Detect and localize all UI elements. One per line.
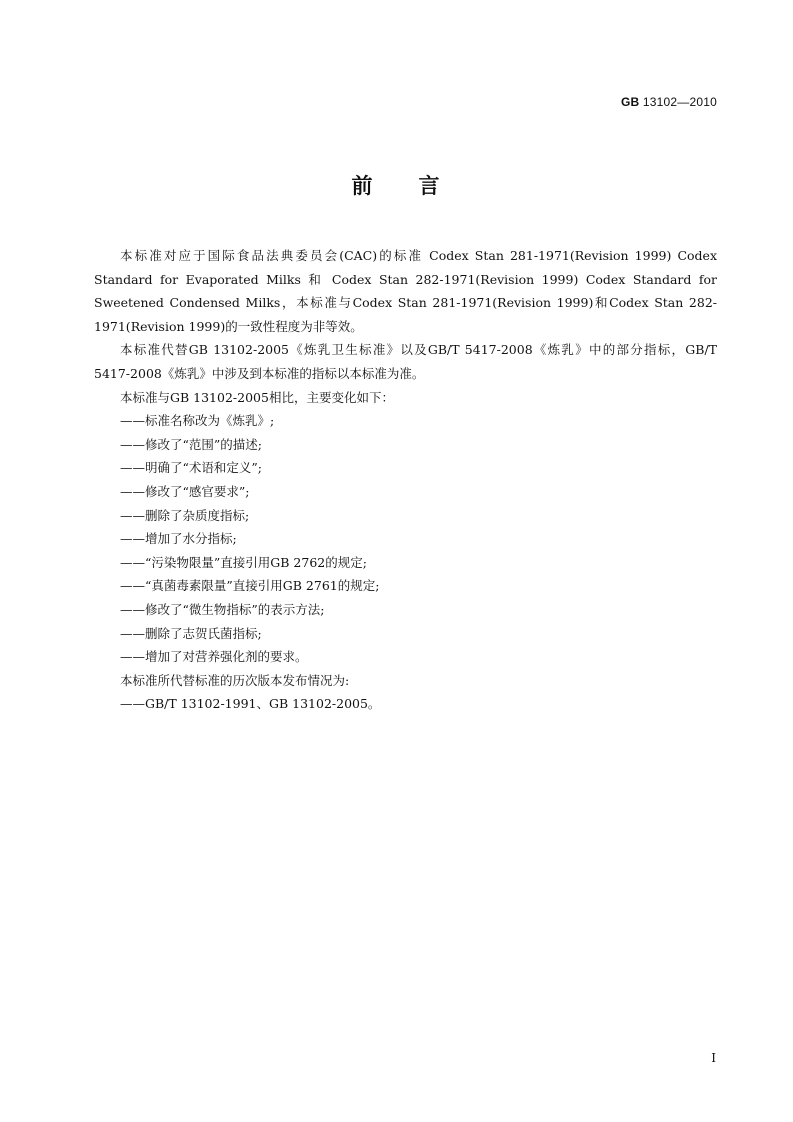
paragraph-history-intro: 本标准所代替标准的历次版本发布情况为: [120, 672, 350, 688]
list-item: ——增加了对营养强化剂的要求。 [120, 649, 308, 665]
document-code [621, 95, 717, 109]
list-item: ——增加了水分指标; [120, 531, 237, 547]
section-title [0, 170, 793, 200]
preface-body [94, 244, 717, 716]
paragraph-correspondence: 本标准对应于国际食品法典委员会(CAC)的标准 Codex Stan 281-1971(Revision 1999) Codex Standard for Evaporated Milks 和 Codex Stan 282-1971(Revision 1999) Codex Standard for Sweetened Condensed Milks，本标准与Codex Stan 281-1971(Revision 1999)和Codex Stan 282-1971(Revision 1999)的一致性程度为非等效。 [94, 248, 717, 334]
page-number: I [711, 1051, 716, 1065]
list-item: ——明确了“术语和定义”; [120, 460, 262, 476]
list-item: ——“污染物限量”直接引用GB 2762的规定; [120, 554, 367, 570]
list-item: ——删除了杂质度指标; [120, 507, 250, 523]
section-title-part1: 前 [351, 174, 375, 198]
list-item: ——“真菌毒素限量”直接引用GB 2761的规定; [120, 578, 380, 594]
list-item: ——删除了志贺氏菌指标; [120, 625, 262, 641]
changes-list [94, 409, 717, 669]
document-code-number: 13102—2010 [642, 95, 717, 109]
paragraph-replacement: 本标准代替GB 13102-2005《炼乳卫生标准》以及GB/T 5417-2008《炼乳》中的部分指标，GB/T 5417-2008《炼乳》中涉及到本标准的指标以本标准为准。 [94, 342, 717, 381]
list-item: ——修改了“范围”的描述; [120, 436, 262, 452]
list-item: ——标准名称改为《炼乳》; [120, 413, 275, 429]
list-item: ——修改了“微生物指标”的表示方法; [120, 601, 325, 617]
paragraph-changes-intro: 本标准与GB 13102-2005相比，主要变化如下： [120, 389, 394, 405]
list-item: ——修改了“感官要求”; [120, 483, 250, 499]
document-code-prefix: GB [620, 95, 640, 109]
history-list [94, 692, 717, 716]
list-item: ——GB/T 13102-1991、GB 13102-2005。 [120, 696, 381, 712]
section-title-part2: 言 [418, 174, 442, 198]
